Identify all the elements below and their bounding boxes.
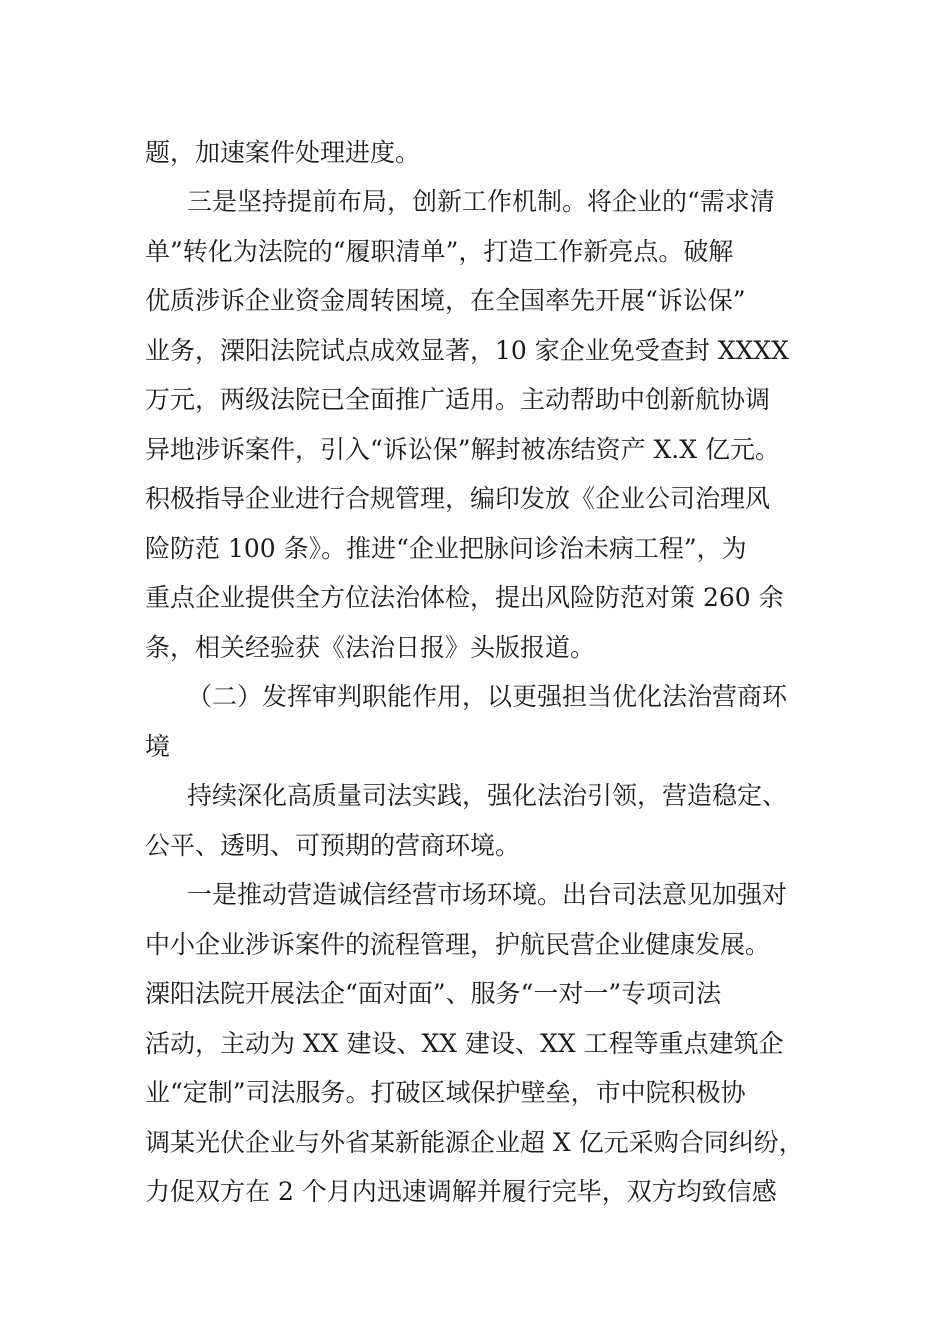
text-line: 题，加速案件处理进度。	[145, 138, 421, 167]
text-line: 调某光伏企业与外省某新能源企业超 X 亿元采购合同纠纷，	[145, 1128, 804, 1157]
text-line: 中小企业涉诉案件的流程管理，护航民营企业健康发展。	[145, 930, 771, 959]
text-line: 力促双方在 2 个月内迅速调解并履行完毕，双方均致信感	[145, 1177, 777, 1206]
text-line: 单”转化为法院的“履职清单”，打造工作新亮点。破解	[145, 237, 734, 266]
text-line: 条，相关经验获《法治日报》头版报道。	[145, 633, 596, 662]
text-line: 公平、透明、可预期的营商环境。	[145, 831, 521, 860]
text-line: 积极指导企业进行合规管理，编印发放《企业公司治理风	[145, 484, 771, 513]
text-line: 异地涉诉案件，引入“诉讼保”解封被冻结资产 X.X 亿元。	[145, 435, 780, 464]
text-line: 优质涉诉企业资金周转困境，在全国率先开展“诉讼保”	[145, 286, 746, 315]
text-line: 重点企业提供全方位法治体检，提出风险防范对策 260 余	[145, 583, 784, 612]
text-line: 三是坚持提前布局，创新工作机制。将企业的“需求清	[187, 187, 775, 216]
text-line: 持续深化高质量司法实践，强化法治引领，营造稳定、	[187, 781, 788, 810]
text-line: 业务，溧阳法院试点成效显著，10 家企业免受查封 XXXX	[145, 336, 789, 365]
text-line: 业“定制”司法服务。打破区域保护壁垒，市中院积极协	[145, 1078, 746, 1107]
text-line: 万元，两级法院已全面推广适用。主动帮助中创新航协调	[145, 385, 771, 414]
text-line: 险防范 100 条》。推进“企业把脉问诊治未病工程”，为	[145, 534, 747, 563]
text-line: 溧阳法院开展法企“面对面”、服务“一对一”专项司法	[145, 979, 722, 1008]
section-heading-line: 境	[145, 732, 171, 761]
text-line: 活动，主动为 XX 建设、XX 建设、XX 工程等重点建筑企	[145, 1029, 784, 1058]
section-heading-line: （二）发挥审判职能作用，以更强担当优化法治营商环	[187, 682, 788, 711]
text-line: 一是推动营造诚信经营市场环境。出台司法意见加强对	[187, 880, 788, 909]
